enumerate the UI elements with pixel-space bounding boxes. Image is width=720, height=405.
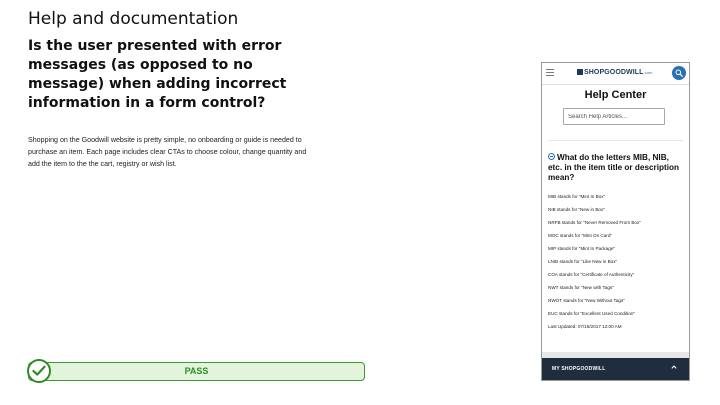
footer-my-shopgoodwill[interactable] — [542, 352, 689, 380]
divider — [548, 140, 683, 141]
result-label: PASS — [184, 366, 209, 376]
shopping-bag-icon — [577, 69, 583, 75]
shopgoodwill-logo[interactable]: SHOPGOODWILL.com — [577, 69, 653, 76]
hamburger-icon[interactable] — [546, 69, 554, 78]
minus-circle-icon — [548, 153, 555, 160]
list-item: NWOT stands for "New Without Tags" — [548, 298, 625, 303]
list-item: MIB stands for "Mint In Box" — [548, 194, 606, 199]
list-item: NWT stands for "New with Tags" — [548, 285, 614, 290]
list-item: MOC stands for "Mint On Card" — [548, 233, 613, 238]
checkmark-icon — [27, 359, 51, 383]
faq-answer-list — [548, 190, 688, 333]
list-item: LNIB stands for "Like New in Box" — [548, 259, 618, 264]
site-header — [542, 63, 689, 85]
assessment-text: Shopping on the Goodwill website is pretty simple, no onboarding or guide is needed to purchase an item. Each page includes clear CTAs to choose colour, change quantity and add the item to the the cart, registry or wish list. — [28, 136, 307, 168]
search-icon[interactable] — [672, 66, 686, 80]
pass-result-bar — [28, 362, 365, 381]
help-search-input[interactable] — [563, 108, 665, 125]
list-item: EUC stands for "Excellent Used Condition" — [548, 311, 636, 316]
footer-label: MY SHOPGOODWILL — [552, 366, 606, 372]
chevron-up-icon[interactable] — [671, 365, 677, 369]
faq-question[interactable]: What do the letters MIB, NIB, etc. in the item title or description mean? — [548, 153, 680, 182]
question-heading: Is the user presented with error messages (as opposed to no message) when adding incorrect information in a form control? — [28, 38, 287, 111]
last-updated: Last Updated: 07/18/2017 12:00 AM — [548, 324, 622, 329]
help-center-title: Help Center — [584, 89, 647, 101]
phone-screenshot — [541, 62, 690, 381]
list-item: NIB stands for "New in Box" — [548, 207, 605, 212]
list-item: COA stands for "Certificate of Authenticity" — [548, 272, 635, 277]
footer-divider — [542, 352, 689, 358]
list-item: NRFB stands for "Never Removed From Box" — [548, 220, 641, 225]
slide-title: Help and documentation — [28, 9, 239, 29]
list-item: MIP stands for "Mint In Package" — [548, 246, 616, 251]
